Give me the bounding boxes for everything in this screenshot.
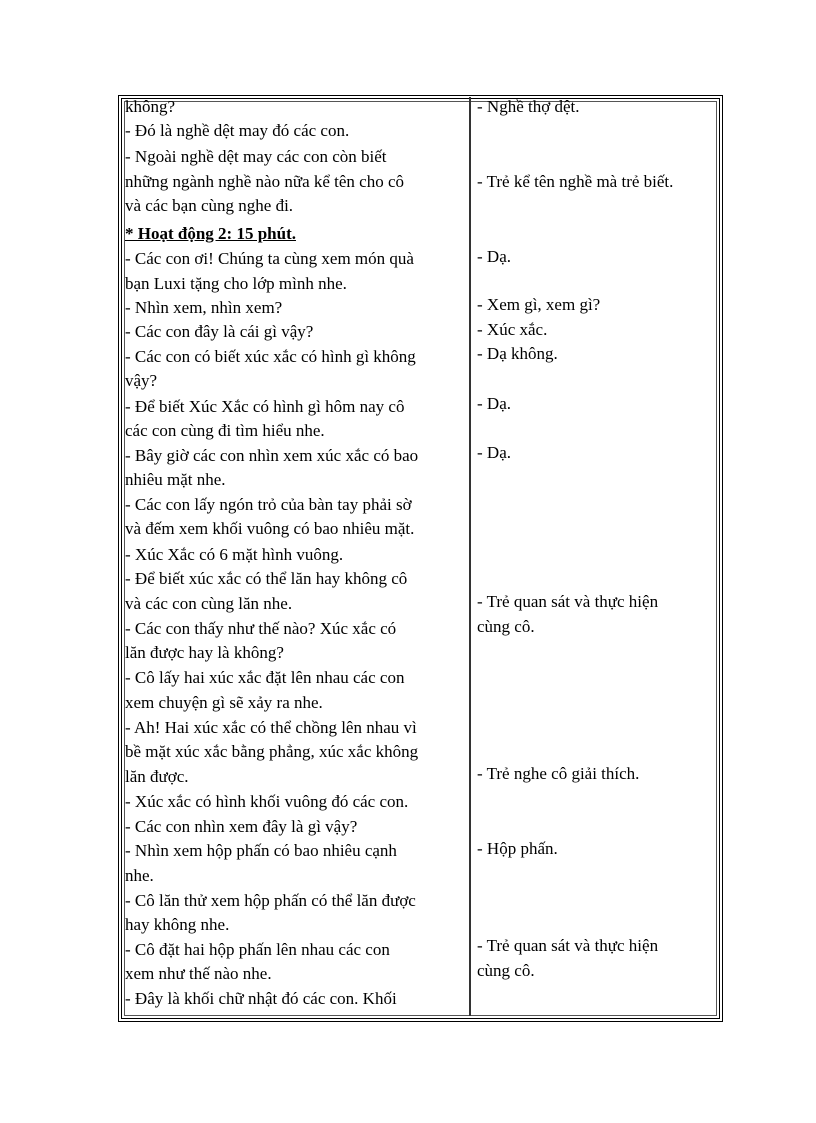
child-line: - Nghề thợ dệt. [477, 97, 580, 116]
child-line: - Dạ. [477, 443, 511, 462]
child-line: - Dạ. [477, 394, 511, 413]
teacher-line: - Đây là khối chữ nhật đó các con. Khối [125, 989, 397, 1008]
teacher-line: - Cô lăn thử xem hộp phấn có thể lăn được [125, 891, 416, 910]
teacher-line: - Các con đây là cái gì vậy? [125, 322, 314, 341]
teacher-line: - Các con có biết xúc xắc có hình gì không [125, 347, 416, 366]
teacher-line: bạn Luxi tặng cho lớp mình nhe. [125, 274, 347, 293]
teacher-line: và các con cùng lăn nhe. [125, 594, 293, 613]
child-line: - Dạ không. [477, 344, 558, 363]
teacher-line: và đếm xem khối vuông có bao nhiêu mặt. [125, 519, 415, 538]
child-line: - Trẻ kể tên nghề mà trẻ biết. [477, 172, 674, 191]
teacher-line: - Để biết xúc xắc có thể lăn hay không cô [125, 569, 408, 588]
teacher-line: - Xúc xắc có hình khối vuông đó các con. [125, 792, 409, 811]
child-line: - Trẻ quan sát và thực hiện [477, 936, 659, 955]
teacher-line: nhiêu mặt nhe. [125, 470, 226, 489]
teacher-line: - Ah! Hai xúc xắc có thể chồng lên nhau vì [125, 718, 417, 737]
child-line: cùng cô. [477, 617, 535, 636]
section-heading: * Hoạt động 2: 15 phút. [125, 224, 296, 243]
child-line: - Xúc xắc. [477, 320, 548, 339]
teacher-line: - Ngoài nghề dệt may các con còn biết [125, 147, 387, 166]
teacher-line: - Bây giờ các con nhìn xem xúc xắc có bao [125, 446, 419, 465]
teacher-line: - Cô lấy hai xúc xắc đặt lên nhau các con [125, 668, 405, 687]
child-line: - Dạ. [477, 247, 511, 266]
teacher-line: nhe. [125, 866, 154, 885]
teacher-line: - Cô đặt hai hộp phấn lên nhau các con [125, 940, 390, 959]
column-divider [469, 97, 471, 1016]
teacher-line: - Đó là nghề dệt may đó các con. [125, 121, 350, 140]
teacher-line: - Nhìn xem, nhìn xem? [125, 298, 283, 317]
teacher-line: - Nhìn xem hộp phấn có bao nhiêu cạnh [125, 841, 397, 860]
teacher-line: lăn được. [125, 767, 189, 786]
child-line: cùng cô. [477, 961, 535, 980]
teacher-line: lăn được hay là không? [125, 643, 284, 662]
teacher-line: - Các con thấy như thế nào? Xúc xắc có [125, 619, 397, 638]
teacher-line: - Các con lấy ngón trỏ của bàn tay phải sờ [125, 495, 412, 514]
teacher-line: vậy? [125, 371, 158, 390]
child-line: - Xem gì, xem gì? [477, 295, 601, 314]
teacher-line: và các bạn cùng nghe đi. [125, 196, 294, 215]
teacher-line: - Các con ơi! Chúng ta cùng xem món quà [125, 249, 414, 268]
child-line: - Trẻ quan sát và thực hiện [477, 592, 659, 611]
teacher-line: xem như thế nào nhe. [125, 964, 272, 983]
teacher-line: không? [125, 97, 176, 116]
teacher-line: bề mặt xúc xắc bằng phẳng, xúc xắc không [125, 742, 419, 761]
teacher-line: những ngành nghề nào nữa kể tên cho cô [125, 172, 405, 191]
teacher-line: hay không nhe. [125, 915, 230, 934]
teacher-line: xem chuyện gì sẽ xảy ra nhe. [125, 693, 323, 712]
teacher-line: - Xúc Xắc có 6 mặt hình vuông. [125, 545, 344, 564]
teacher-line: - Để biết Xúc Xắc có hình gì hôm nay cô [125, 397, 405, 416]
teacher-line: các con cùng đi tìm hiểu nhe. [125, 421, 325, 440]
child-line: - Trẻ nghe cô giải thích. [477, 764, 640, 783]
teacher-line: - Các con nhìn xem đây là gì vậy? [125, 817, 358, 836]
child-line: - Hộp phấn. [477, 839, 558, 858]
